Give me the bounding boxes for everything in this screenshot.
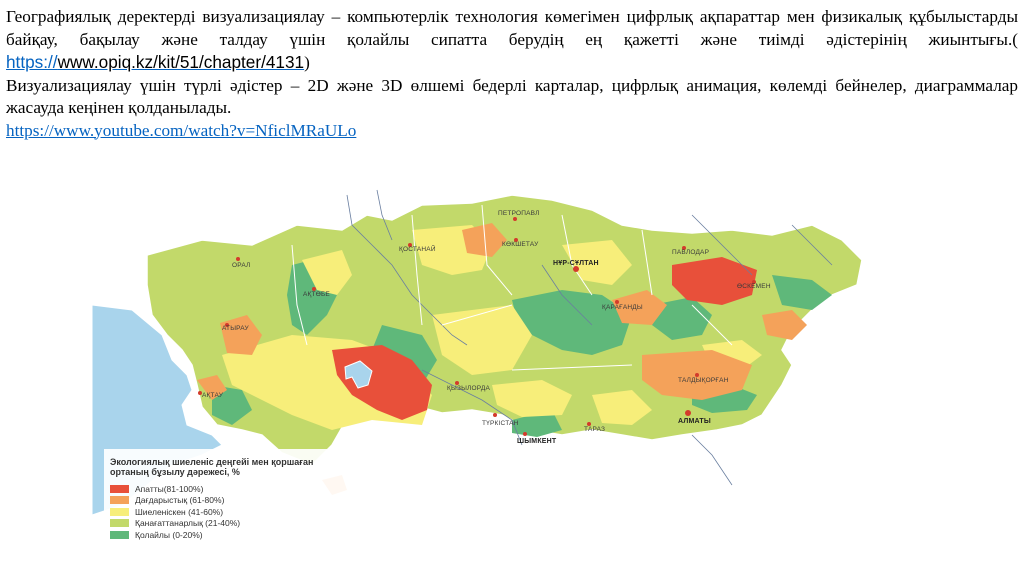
legend-item-satisfactory [110,518,470,530]
label-karagandy: ҚАРАҒАНДЫ [602,304,643,311]
label-aktobe: АҚТӨБЕ [303,291,330,298]
kazakhstan-ecology-map [92,185,880,543]
legend-item-label: Шиеленіскен (41-60%) [135,506,224,517]
label-oskemen: ӨСКЕМЕН [737,283,771,290]
label-taraz: ТАРАЗ [584,426,606,433]
label-turkistan: ТҮРКІСТАН [482,420,519,427]
favorable-swatch [110,531,129,539]
paragraph-1-close: ) [304,53,310,72]
youtube-link[interactable]: https://www.youtube.com/watch?v=NficlMRaULo [6,120,357,140]
label-atyrau: АТЫРАУ [222,325,249,332]
catastrophic-swatch [110,485,129,493]
text-block [6,6,1018,142]
opiq-link-path[interactable]: www.opiq.kz/kit/51/chapter/4131 [57,52,305,72]
legend-item-label: Қанағаттанарлық (21-40%) [135,518,241,529]
label-kyzylorda: ҚЫЗЫЛОРДА [447,385,490,392]
label-kostanai: ҚОСТАНАЙ [399,246,436,253]
legend-item-label: Қолайлы (0-20%) [135,529,203,540]
label-nur-sultan: НҰР-СҰЛТАН [553,260,599,267]
opiq-link-scheme[interactable]: https:// [6,52,58,72]
label-oral: ОРАЛ [232,262,251,269]
legend-item-tense [110,506,470,518]
label-pavlodar: ПАВЛОДАР [672,249,710,256]
crisis-swatch [110,496,129,504]
legend-title-line-2: ортаның бұзылу дәрежесі, % [110,467,240,477]
legend-title-line-1: Экологиялық шиеленіс деңгейі мен қоршаған [110,457,314,467]
label-petropavl: ПЕТРОПАВЛ [498,210,540,217]
legend-item-catastrophic [110,483,470,495]
map-legend [110,457,470,541]
tense-swatch [110,508,129,516]
label-almaty: АЛМАТЫ [678,418,711,425]
satisfactory-swatch [110,519,129,527]
label-taldykorgan: ТАЛДЫҚОРҒАН [678,377,729,384]
label-aktau: АҚТАУ [202,392,224,399]
paragraph-visualization-methods: Визуализациялау үшін түрлі әдістер – 2D және 3D өлшемі бедерлі карталар, цифрлық анимация, көлемді бейнелер, диаграммалар жасауда кеңінен қолданылады. [6,75,1018,117]
legend-item-favorable [110,529,470,541]
legend-item-label: Дағдарыстық (61-80%) [135,495,225,506]
paragraph-1-text: Географиялық деректерді визуализациялау – компьютерлік технология көмегімен цифрлық ақпараттар мен физикалық құбылыстарды байқау, бақылау және талдау үшін қолайлы сипатта берудің ең қажетті және тиімді әдістерінің жиынтығы.( [6,7,1018,49]
label-shymkent: ШЫМКЕНТ [517,438,557,445]
label-kokshetau: КӨКШЕТАУ [502,241,539,248]
legend-title [110,457,470,477]
legend-item-crisis [110,495,470,507]
paragraph-visualization-definition [6,6,1018,75]
legend-item-label: Апатты(81-100%) [135,483,204,494]
